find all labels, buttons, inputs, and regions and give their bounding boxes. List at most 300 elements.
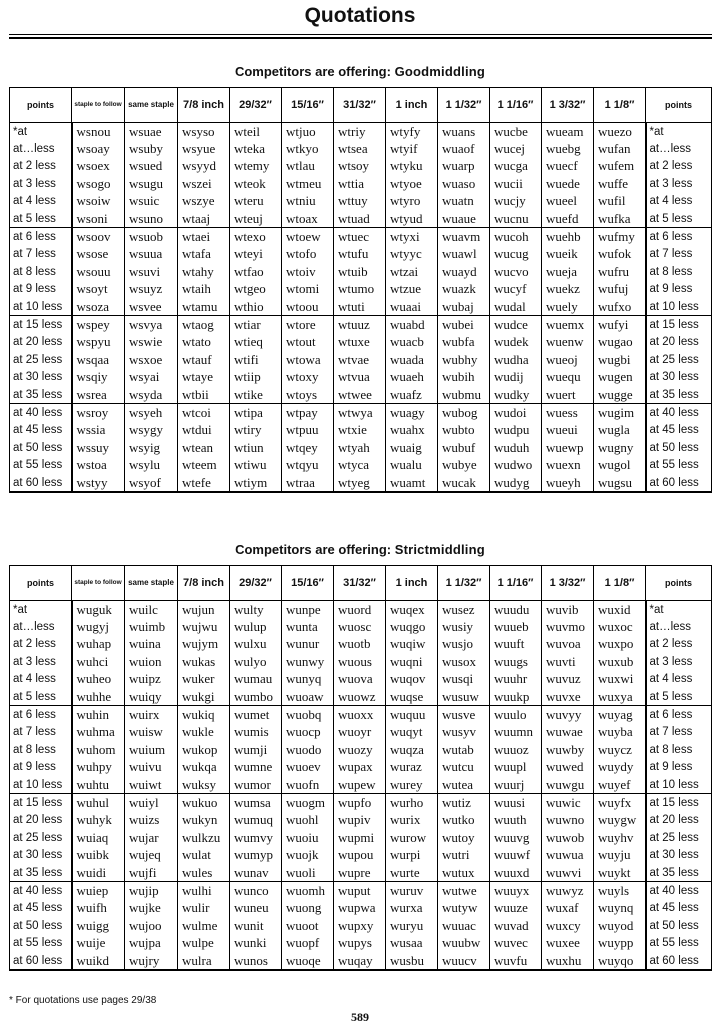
points-cell: at 20 less xyxy=(646,334,712,351)
points-cell: at 55 less xyxy=(646,456,712,473)
code-cell: wukas xyxy=(178,653,230,670)
points-cell: at 3 less xyxy=(10,175,72,192)
points-cell: at 8 less xyxy=(10,741,72,758)
code-cell: wugsu xyxy=(594,474,646,492)
points-cell: at 7 less xyxy=(646,246,712,263)
code-cell: wucej xyxy=(490,140,542,157)
code-cell: wuvib xyxy=(542,601,594,619)
code-cell: wuxcy xyxy=(542,917,594,934)
points-cell: at 3 less xyxy=(646,653,712,670)
code-cell: wuvad xyxy=(490,917,542,934)
code-cell: wunit xyxy=(230,917,282,934)
table-row xyxy=(10,952,712,970)
code-cell: wuess xyxy=(542,404,594,422)
code-cell: wueoj xyxy=(542,351,594,368)
code-cell: wtlau xyxy=(282,158,334,175)
code-cell: wupew xyxy=(334,776,386,794)
code-cell: wuhma xyxy=(72,724,125,741)
points-cell: at 4 less xyxy=(10,671,72,688)
code-cell: wtxie xyxy=(334,422,386,439)
code-cell: wubih xyxy=(438,368,490,385)
code-cell: wutoy xyxy=(438,829,490,846)
code-cell: wtyah xyxy=(334,439,386,456)
points-cell: at 8 less xyxy=(646,741,712,758)
code-cell: wtgeo xyxy=(230,281,282,298)
code-cell: wuuth xyxy=(490,812,542,829)
code-cell: wuyod xyxy=(594,917,646,934)
code-cell: wsxoe xyxy=(125,351,178,368)
code-cell: wusuw xyxy=(438,688,490,706)
code-cell: wubye xyxy=(438,456,490,473)
code-cell: wusjo xyxy=(438,636,490,653)
table-row xyxy=(10,601,712,619)
code-cell: wuopf xyxy=(282,934,334,951)
code-cell: wuefd xyxy=(542,210,594,228)
code-cell: wualu xyxy=(386,456,438,473)
code-cell: wtsoy xyxy=(334,158,386,175)
points-cell: at 4 less xyxy=(10,193,72,210)
code-cell: wsrea xyxy=(72,386,125,404)
column-header: 15/16″ xyxy=(282,88,334,123)
code-cell: wubto xyxy=(438,422,490,439)
points-cell: at 15 less xyxy=(10,794,72,812)
table-row xyxy=(10,724,712,741)
code-cell: wuije xyxy=(72,934,125,951)
code-cell: wuxya xyxy=(594,688,646,706)
code-cell: wuagy xyxy=(386,404,438,422)
code-cell: wuuoz xyxy=(490,741,542,758)
code-cell: wtuec xyxy=(334,228,386,246)
code-cell: wupou xyxy=(334,846,386,863)
code-cell: wudpu xyxy=(490,422,542,439)
points-cell: at 3 less xyxy=(646,175,712,192)
code-cell: wsuae xyxy=(125,123,178,141)
code-cell: wuoli xyxy=(282,864,334,882)
points-cell: at…less xyxy=(10,618,72,635)
code-cell: wusbu xyxy=(386,952,438,970)
code-cell: wunta xyxy=(282,618,334,635)
code-cell: wuhhe xyxy=(72,688,125,706)
code-cell: wteru xyxy=(230,193,282,210)
code-cell: wusiy xyxy=(438,618,490,635)
code-cell: wuohl xyxy=(282,812,334,829)
code-cell: wusqi xyxy=(438,671,490,688)
points-cell: at 5 less xyxy=(646,210,712,228)
column-header: 1 inch xyxy=(386,88,438,123)
column-header: staple to follow xyxy=(72,566,125,601)
column-header: 7/8 inch xyxy=(178,88,230,123)
code-cell: wtaye xyxy=(178,368,230,385)
code-cell: wuoev xyxy=(282,759,334,776)
column-header: same staple xyxy=(125,566,178,601)
code-cell: wufyi xyxy=(594,316,646,334)
code-cell: wsoza xyxy=(72,298,125,316)
code-cell: wtzai xyxy=(386,263,438,280)
code-cell: wuukp xyxy=(490,688,542,706)
code-cell: wupax xyxy=(334,759,386,776)
code-cell: wtieq xyxy=(230,334,282,351)
code-cell: wujym xyxy=(178,636,230,653)
code-cell: wuurj xyxy=(490,776,542,794)
code-cell: wtdui xyxy=(178,422,230,439)
code-cell: wtaog xyxy=(178,316,230,334)
code-cell: wufka xyxy=(594,210,646,228)
column-header: staple to follow xyxy=(72,88,125,123)
code-cell: wuykt xyxy=(594,864,646,882)
code-cell: wsyeh xyxy=(125,404,178,422)
points-cell: at 9 less xyxy=(646,281,712,298)
code-cell: wuqgo xyxy=(386,618,438,635)
code-cell: wufan xyxy=(594,140,646,157)
code-cell: wugbi xyxy=(594,351,646,368)
code-cell: wucii xyxy=(490,175,542,192)
code-cell: wuwyz xyxy=(542,882,594,900)
code-cell: wspey xyxy=(72,316,125,334)
table-row xyxy=(10,741,712,758)
code-cell: wuezo xyxy=(594,123,646,141)
code-cell: wuyba xyxy=(594,724,646,741)
code-cell: wuqni xyxy=(386,653,438,670)
code-cell: wtyku xyxy=(386,158,438,175)
points-cell: at 40 less xyxy=(646,404,712,422)
code-cell: wumuq xyxy=(230,812,282,829)
code-cell: wuwae xyxy=(542,724,594,741)
table-row xyxy=(10,158,712,175)
code-cell: wtyxi xyxy=(386,228,438,246)
table-row xyxy=(10,759,712,776)
code-cell: wuaue xyxy=(438,210,490,228)
points-cell: at 5 less xyxy=(10,688,72,706)
table-row xyxy=(10,140,712,157)
code-cell: wuhyk xyxy=(72,812,125,829)
code-cell: wsyai xyxy=(125,368,178,385)
table-row xyxy=(10,210,712,228)
code-cell: wugyj xyxy=(72,618,125,635)
code-cell: wteyi xyxy=(230,246,282,263)
code-cell: wukyn xyxy=(178,812,230,829)
code-cell: wuqyt xyxy=(386,724,438,741)
points-cell: at 6 less xyxy=(10,228,72,246)
code-cell: wuizs xyxy=(125,812,178,829)
code-cell: wuwic xyxy=(542,794,594,812)
code-cell: wuipz xyxy=(125,671,178,688)
code-cell: wuexn xyxy=(542,456,594,473)
code-cell: wtout xyxy=(282,334,334,351)
table-row xyxy=(10,934,712,951)
code-cell: wueam xyxy=(542,123,594,141)
points-cell: at 35 less xyxy=(10,864,72,882)
code-cell: wujfi xyxy=(125,864,178,882)
code-cell: wuuze xyxy=(490,900,542,917)
code-cell: wtefe xyxy=(178,474,230,492)
column-header: 1 3/32″ xyxy=(542,566,594,601)
code-cell: wsoay xyxy=(72,140,125,157)
points-cell: at 10 less xyxy=(646,298,712,316)
code-cell: wutwe xyxy=(438,882,490,900)
code-cell: wszei xyxy=(178,175,230,192)
column-header: 31/32″ xyxy=(334,566,386,601)
code-cell: wuqov xyxy=(386,671,438,688)
code-cell: wuuvg xyxy=(490,829,542,846)
code-cell: wsqiy xyxy=(72,368,125,385)
code-cell: wtauf xyxy=(178,351,230,368)
code-cell: wubog xyxy=(438,404,490,422)
code-cell: wunpe xyxy=(282,601,334,619)
code-cell: wulpe xyxy=(178,934,230,951)
points-cell: *at xyxy=(646,601,712,619)
points-cell: at 35 less xyxy=(10,386,72,404)
column-header: points xyxy=(10,566,72,601)
table-row xyxy=(10,123,712,141)
code-cell: wuvoa xyxy=(542,636,594,653)
code-cell: wutea xyxy=(438,776,490,794)
code-cell: wuqiw xyxy=(386,636,438,653)
column-header: points xyxy=(646,88,712,123)
table-row xyxy=(10,422,712,439)
code-cell: wuewp xyxy=(542,439,594,456)
code-cell: wtoew xyxy=(282,228,334,246)
points-cell: at 15 less xyxy=(646,794,712,812)
code-cell: wuimb xyxy=(125,618,178,635)
code-cell: wubaj xyxy=(438,298,490,316)
points-cell: at 35 less xyxy=(646,386,712,404)
points-cell: at 40 less xyxy=(10,404,72,422)
code-cell: wtyca xyxy=(334,456,386,473)
page-number: 589 xyxy=(351,1010,369,1024)
code-cell: wsoyt xyxy=(72,281,125,298)
code-cell: wucvo xyxy=(490,263,542,280)
code-cell: wtkyo xyxy=(282,140,334,157)
code-cell: wsogo xyxy=(72,175,125,192)
code-cell: wuiyl xyxy=(125,794,178,812)
code-cell: wstyy xyxy=(72,474,125,492)
table-row xyxy=(10,439,712,456)
code-cell: wsylu xyxy=(125,456,178,473)
points-cell: at 4 less xyxy=(646,671,712,688)
code-cell: wtwya xyxy=(334,404,386,422)
code-cell: wutiz xyxy=(438,794,490,812)
code-cell: wtriy xyxy=(334,123,386,141)
code-cell: wutab xyxy=(438,741,490,758)
code-cell: wumet xyxy=(230,706,282,724)
points-cell: at 30 less xyxy=(646,368,712,385)
code-cell: wuxwi xyxy=(594,671,646,688)
code-cell: wugim xyxy=(594,404,646,422)
code-cell: wsuic xyxy=(125,193,178,210)
table-row xyxy=(10,298,712,316)
code-cell: wteuj xyxy=(230,210,282,228)
code-cell: wuduh xyxy=(490,439,542,456)
points-cell: at 60 less xyxy=(646,474,712,492)
code-cell: wuoot xyxy=(282,917,334,934)
column-header: points xyxy=(10,88,72,123)
code-cell: wuowz xyxy=(334,688,386,706)
code-cell: wuova xyxy=(334,671,386,688)
code-cell: wunyq xyxy=(282,671,334,688)
code-cell: wuenw xyxy=(542,334,594,351)
code-cell: wuaof xyxy=(438,140,490,157)
code-cell: wupiv xyxy=(334,812,386,829)
code-cell: wulxu xyxy=(230,636,282,653)
points-cell: at 3 less xyxy=(10,653,72,670)
code-cell: wuilc xyxy=(125,601,178,619)
points-cell: at 10 less xyxy=(10,298,72,316)
code-cell: wurxa xyxy=(386,900,438,917)
code-cell: wujoo xyxy=(125,917,178,934)
code-cell: wubhy xyxy=(438,351,490,368)
code-cell: wujwu xyxy=(178,618,230,635)
code-cell: wurey xyxy=(386,776,438,794)
code-cell: wudky xyxy=(490,386,542,404)
column-header: 1 1/16″ xyxy=(490,566,542,601)
code-cell: wuqex xyxy=(386,601,438,619)
column-header: 31/32″ xyxy=(334,88,386,123)
points-cell: at 20 less xyxy=(10,334,72,351)
points-cell: at 2 less xyxy=(646,636,712,653)
code-cell: wusaa xyxy=(386,934,438,951)
code-cell: wuruv xyxy=(386,882,438,900)
code-cell: wubei xyxy=(438,316,490,334)
code-cell: wucga xyxy=(490,158,542,175)
code-cell: wuidi xyxy=(72,864,125,882)
code-cell: wuaig xyxy=(386,439,438,456)
code-cell: wuumn xyxy=(490,724,542,741)
code-cell: wuord xyxy=(334,601,386,619)
code-cell: wuosc xyxy=(334,618,386,635)
code-cell: wsuob xyxy=(125,228,178,246)
section1-grade: Goodmiddling xyxy=(394,64,486,79)
code-cell: wthio xyxy=(230,298,282,316)
code-cell: wuiaq xyxy=(72,829,125,846)
code-cell: wtpay xyxy=(282,404,334,422)
code-cell: wutcu xyxy=(438,759,490,776)
code-cell: wtamu xyxy=(178,298,230,316)
column-header: 7/8 inch xyxy=(178,566,230,601)
code-cell: wumsa xyxy=(230,794,282,812)
code-cell: wtyif xyxy=(386,140,438,157)
code-cell: wuvti xyxy=(542,653,594,670)
code-cell: wssia xyxy=(72,422,125,439)
code-cell: wtiun xyxy=(230,439,282,456)
code-cell: wuekz xyxy=(542,281,594,298)
code-cell: wueik xyxy=(542,246,594,263)
code-cell: wuubw xyxy=(438,934,490,951)
points-cell: at 30 less xyxy=(10,368,72,385)
code-cell: wugen xyxy=(594,368,646,385)
points-cell: at 55 less xyxy=(10,456,72,473)
code-cell: wuarp xyxy=(438,158,490,175)
code-cell: wuhtu xyxy=(72,776,125,794)
code-cell: wukop xyxy=(178,741,230,758)
code-cell: wtipa xyxy=(230,404,282,422)
code-cell: wusyv xyxy=(438,724,490,741)
points-cell: at 45 less xyxy=(646,900,712,917)
code-cell: wuhul xyxy=(72,794,125,812)
code-cell: wuvyy xyxy=(542,706,594,724)
code-cell: wuyju xyxy=(594,846,646,863)
code-cell: wumau xyxy=(230,671,282,688)
points-cell: at 10 less xyxy=(10,776,72,794)
code-cell: wuvec xyxy=(490,934,542,951)
code-cell: wuqse xyxy=(386,688,438,706)
code-cell: wuraz xyxy=(386,759,438,776)
code-cell: wulty xyxy=(230,601,282,619)
table-row xyxy=(10,776,712,794)
section2-grade: Strictmiddling xyxy=(394,542,485,557)
code-cell: wuuft xyxy=(490,636,542,653)
points-cell: *at xyxy=(646,123,712,141)
code-cell: wuffe xyxy=(594,175,646,192)
code-cell: wuequ xyxy=(542,368,594,385)
code-cell: wuueb xyxy=(490,618,542,635)
section1-heading xyxy=(0,64,720,79)
code-cell: wuwob xyxy=(542,829,594,846)
code-cell: wteka xyxy=(230,140,282,157)
table-row xyxy=(10,794,712,812)
table-row xyxy=(10,263,712,280)
code-cell: wuxid xyxy=(594,601,646,619)
code-cell: wuirx xyxy=(125,706,178,724)
code-cell: wudyg xyxy=(490,474,542,492)
code-cell: wtoou xyxy=(282,298,334,316)
code-cell: wtaaj xyxy=(178,210,230,228)
table-row xyxy=(10,706,712,724)
code-cell: wuuwf xyxy=(490,846,542,863)
table-row xyxy=(10,653,712,670)
code-cell: wurpi xyxy=(386,846,438,863)
code-cell: wuqza xyxy=(386,741,438,758)
column-header: 1 inch xyxy=(386,566,438,601)
table-row xyxy=(10,829,712,846)
code-cell: wunco xyxy=(230,882,282,900)
points-cell: at 50 less xyxy=(646,917,712,934)
code-cell: wuxaf xyxy=(542,900,594,917)
code-cell: wufxo xyxy=(594,298,646,316)
code-cell: wtqey xyxy=(282,439,334,456)
code-cell: wtfao xyxy=(230,263,282,280)
code-cell: wutko xyxy=(438,812,490,829)
points-cell: at…less xyxy=(646,140,712,157)
code-cell: wuous xyxy=(334,653,386,670)
code-cell: wujip xyxy=(125,882,178,900)
points-cell: at 50 less xyxy=(10,439,72,456)
points-cell: at 35 less xyxy=(646,864,712,882)
code-cell: wuoxx xyxy=(334,706,386,724)
code-cell: wuuac xyxy=(438,917,490,934)
code-cell: wuvxe xyxy=(542,688,594,706)
code-cell: wtyud xyxy=(386,210,438,228)
code-cell: wurix xyxy=(386,812,438,829)
code-cell: wuwby xyxy=(542,741,594,758)
code-cell: wuwno xyxy=(542,812,594,829)
code-cell: wuong xyxy=(282,900,334,917)
code-cell: wsose xyxy=(72,246,125,263)
column-header: same staple xyxy=(125,88,178,123)
code-cell: wuyls xyxy=(594,882,646,900)
code-cell: wsuby xyxy=(125,140,178,157)
points-cell: at 20 less xyxy=(646,812,712,829)
column-header: 29/32″ xyxy=(230,88,282,123)
code-cell: wsyof xyxy=(125,474,178,492)
code-cell: wsuua xyxy=(125,246,178,263)
code-cell: wujeq xyxy=(125,846,178,863)
points-cell: at 7 less xyxy=(10,246,72,263)
column-header: 1 1/32″ xyxy=(438,88,490,123)
code-cell: wuwed xyxy=(542,759,594,776)
code-cell: wuxoc xyxy=(594,618,646,635)
code-cell: wuahx xyxy=(386,422,438,439)
code-cell: wuoqe xyxy=(282,952,334,970)
